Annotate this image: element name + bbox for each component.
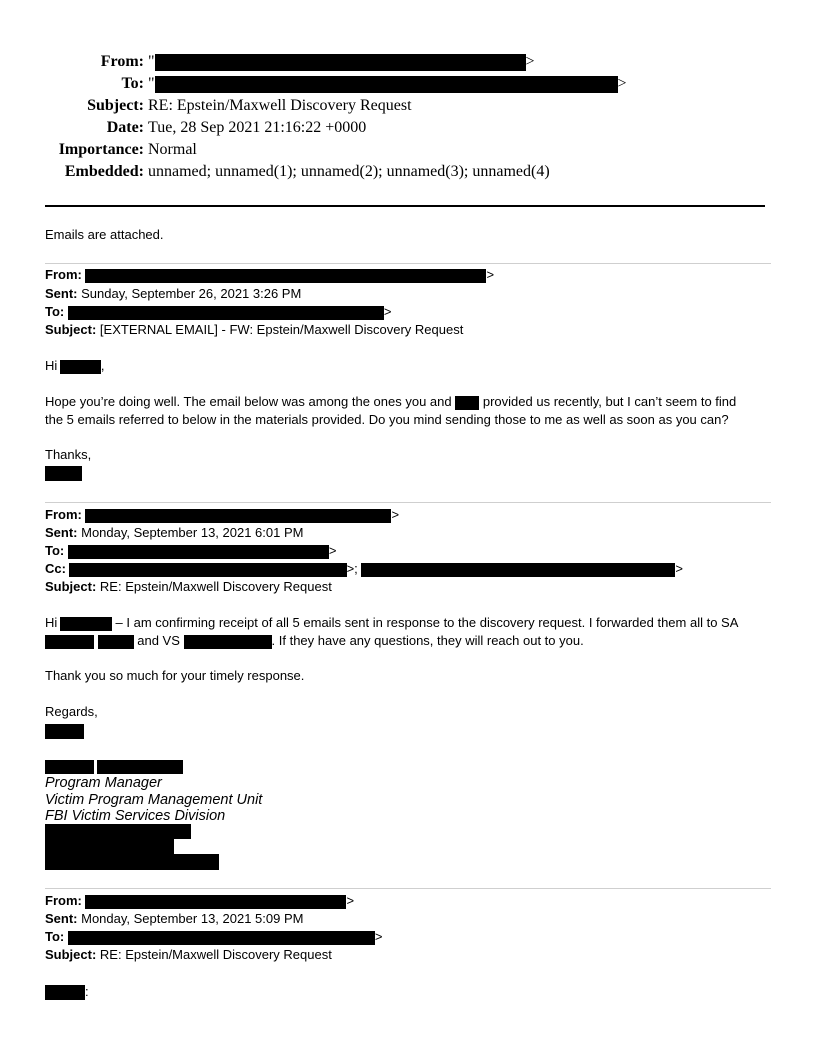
header-subject-label: Subject:: [87, 97, 144, 114]
msg1-sent-value: Sunday, September 26, 2021 3:26 PM: [81, 286, 302, 301]
msg2-sent-label: Sent:: [45, 525, 78, 540]
msg2-subject-label: Subject:: [45, 579, 97, 594]
header-from-quote: ": [148, 53, 155, 70]
msg2-sent-value: Monday, September 13, 2021 6:01 PM: [81, 525, 304, 540]
redaction-block: [60, 617, 112, 631]
msg3-subject-row: [45, 946, 332, 964]
signature-unit: Victim Program Management Unit: [45, 792, 263, 808]
redaction-block: [45, 635, 94, 649]
msg3-to-label: To:: [45, 929, 65, 944]
signature-division: FBI Victim Services Division: [45, 808, 226, 824]
msg1-paragraph-line2: the 5 emails referred to below in the materials provided. Do you mind sending those to me as well as soon as you can?: [45, 412, 729, 427]
msg3-sent-row: [45, 910, 303, 928]
header-importance-row: [0, 139, 197, 161]
redaction-block: [361, 563, 675, 577]
msg3-sent-value: Monday, September 13, 2021 5:09 PM: [81, 911, 304, 926]
msg3-subject-value: RE: Epstein/Maxwell Discovery Request: [99, 947, 332, 962]
header-to-label: To:: [121, 75, 144, 92]
msg3-from-label: From:: [45, 893, 82, 908]
msg2-to-row: To: >: [45, 543, 337, 558]
message-divider: [45, 502, 771, 503]
redaction-block: [98, 635, 134, 649]
msg1-to-label: To:: [45, 304, 65, 319]
msg2-thanks: Thank you so much for your timely response.: [45, 668, 305, 683]
redaction-block: [45, 985, 85, 1000]
msg1-subject-row: [45, 321, 463, 339]
redaction-block: [155, 54, 526, 71]
redaction-block: [69, 563, 347, 577]
header-to-row: [0, 73, 627, 95]
msg3-salutation: :: [45, 983, 89, 1001]
header-divider: [45, 205, 765, 207]
msg1-from-row: From: >: [45, 267, 495, 282]
header-from-label: From:: [100, 53, 144, 70]
signature-title: Program Manager: [45, 775, 162, 791]
header-date-label: Date:: [106, 119, 144, 136]
msg1-to-row: To: >: [45, 304, 392, 319]
msg2-subject-row: [45, 578, 332, 596]
header-from-row: [0, 51, 535, 73]
redaction-block: [85, 269, 486, 283]
msg1-paragraph-line1: Hope you’re doing well. The email below was among the ones you and provided us recently, but I can’t seem to find: [45, 394, 737, 409]
msg1-closing: Thanks,: [45, 447, 92, 462]
redaction-block: [68, 545, 329, 559]
redaction-block: [155, 76, 618, 93]
body-intro: Emails are attached.: [45, 227, 164, 242]
header-embedded-value: unnamed; unnamed(1); unnamed(2); unnamed(3); unnamed(4): [148, 163, 550, 180]
msg2-subject-value: RE: Epstein/Maxwell Discovery Request: [99, 579, 332, 594]
msg2-cc-label: Cc:: [45, 561, 66, 576]
redaction-block: [45, 760, 94, 774]
redaction-block: [45, 724, 84, 739]
msg1-from-label: From:: [45, 267, 82, 282]
msg3-sent-label: Sent:: [45, 911, 78, 926]
msg1-subject-label: Subject:: [45, 322, 97, 337]
msg2-paragraph-line1: Hi – I am confirming receipt of all 5 emails sent in response to the discovery request. I forwarded them all to SA: [45, 615, 739, 630]
msg2-to-label: To:: [45, 543, 65, 558]
msg2-sent-row: [45, 524, 303, 542]
header-date-value: Tue, 28 Sep 2021 21:16:22 +0000: [148, 119, 367, 136]
redaction-block: [85, 509, 391, 523]
header-subject-row: [0, 95, 412, 117]
header-embedded-label: Embedded:: [64, 163, 144, 180]
msg3-subject-label: Subject:: [45, 947, 97, 962]
header-importance-value: Normal: [148, 141, 197, 158]
redaction-block: [97, 760, 183, 774]
msg1-sent-row: [45, 285, 301, 303]
msg2-cc-row: Cc: >; >: [45, 561, 684, 576]
redaction-block: [455, 396, 479, 410]
msg2-paragraph-line2: and VS . If they have any questions, they will reach out to you.: [45, 632, 584, 650]
redaction-block: [68, 931, 375, 945]
header-subject-value: RE: Epstein/Maxwell Discovery Request: [148, 97, 412, 114]
header-importance-label: Importance:: [58, 141, 144, 158]
header-from-suffix: >: [525, 53, 535, 70]
message-divider: [45, 263, 771, 264]
header-to-quote: ": [148, 75, 155, 92]
msg2-from-label: From:: [45, 507, 82, 522]
msg2-from-row: From: >: [45, 507, 400, 522]
redaction-block: [45, 839, 174, 854]
redaction-block: [68, 306, 384, 320]
msg1-sent-label: Sent:: [45, 286, 78, 301]
header-date-row: [0, 117, 366, 139]
msg2-closing: Regards,: [45, 704, 98, 719]
msg3-from-row: From: >: [45, 893, 355, 908]
redaction-block: [184, 635, 272, 649]
redaction-block: [45, 854, 219, 870]
redaction-block: [60, 360, 101, 374]
redaction-block: [45, 466, 82, 481]
msg3-to-row: To: >: [45, 929, 383, 944]
msg1-greeting: Hi ,: [45, 358, 105, 373]
header-to-suffix: >: [617, 75, 627, 92]
redaction-block: [85, 895, 346, 909]
redaction-block: [45, 824, 191, 839]
message-divider: [45, 888, 771, 889]
header-embedded-row: [0, 161, 550, 183]
msg1-subject-value: [EXTERNAL EMAIL] - FW: Epstein/Maxwell Discovery Request: [99, 322, 464, 337]
